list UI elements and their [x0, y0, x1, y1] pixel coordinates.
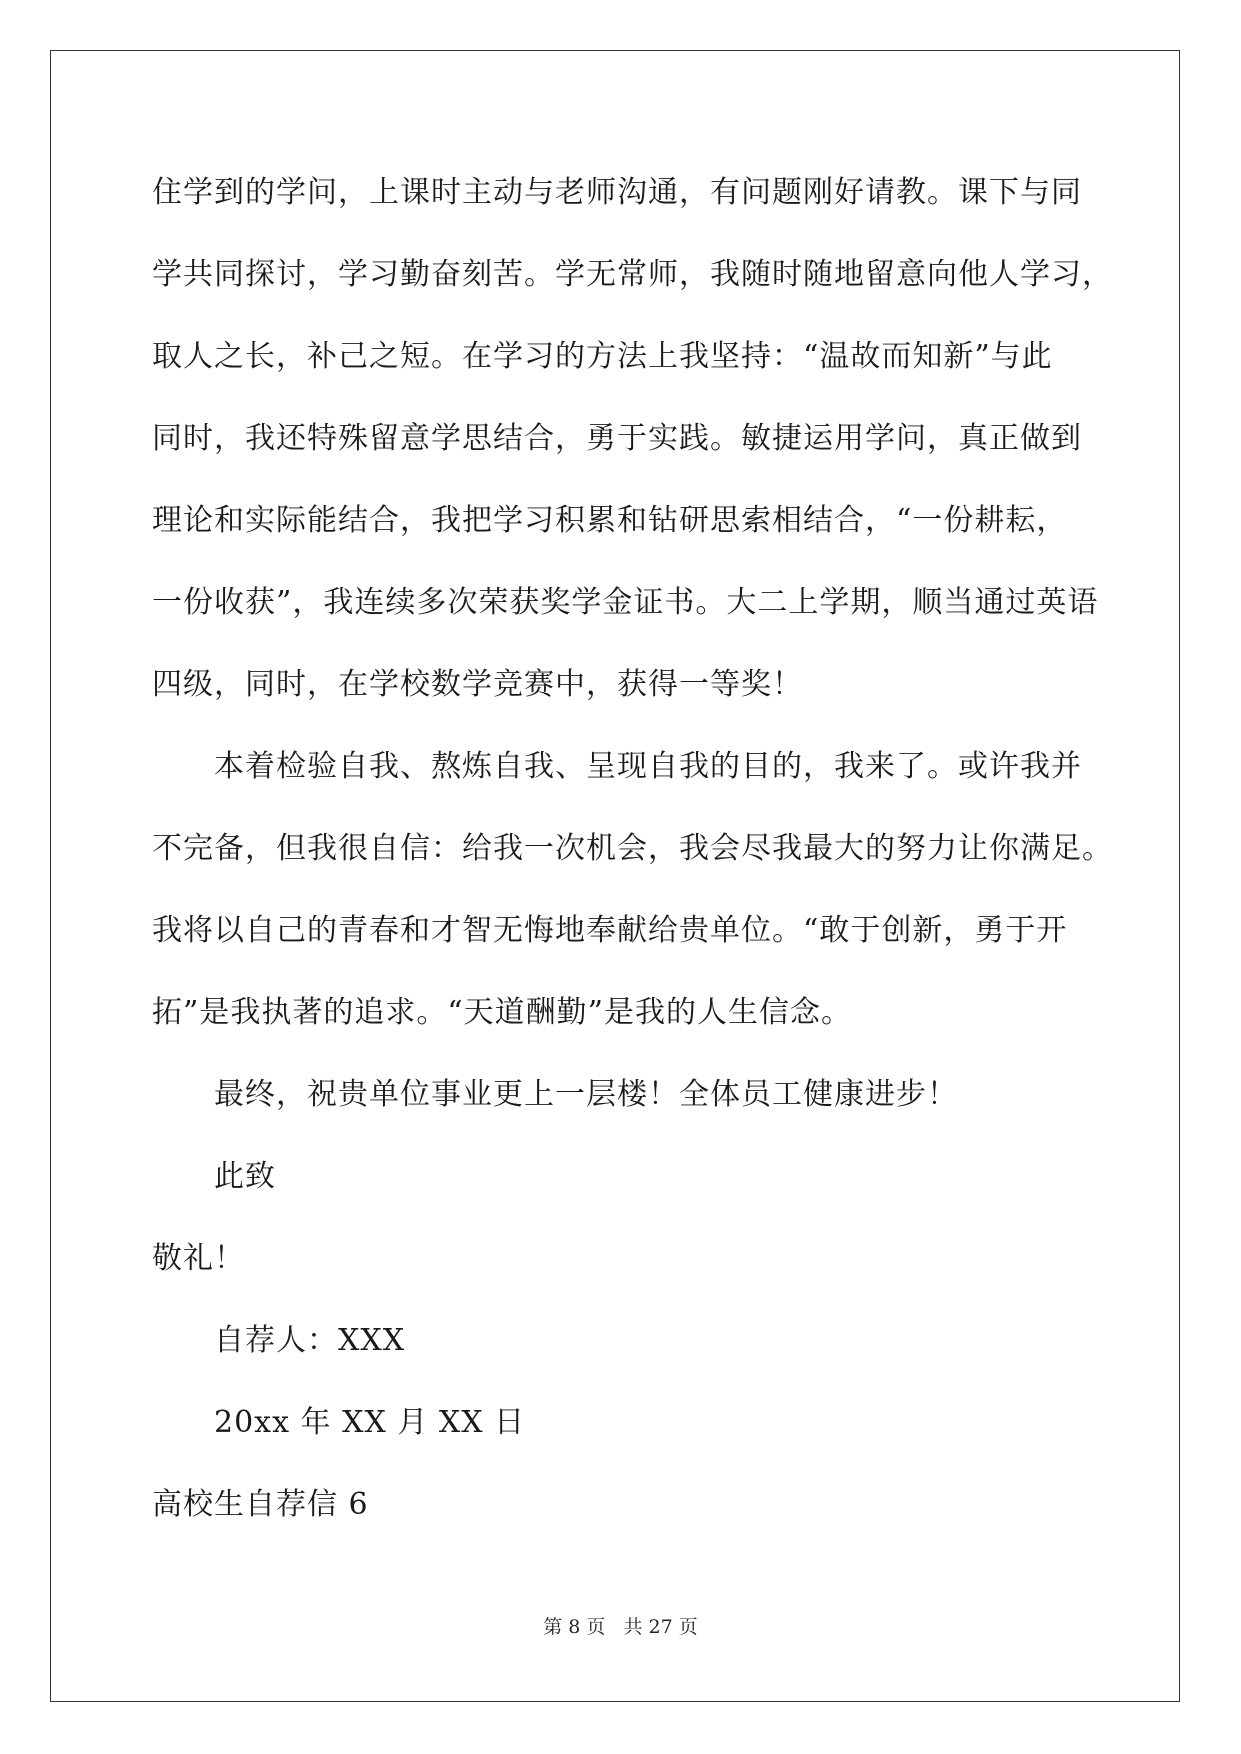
document-body — [152, 152, 1113, 1546]
paragraph-line: 拓”是我执著的追求。“天道酬勤”是我的人生信念。 — [152, 995, 853, 1030]
paragraph-line: 学共同探讨，学习勤奋刻苦。学无常师，我随时随地留意向他人学习， — [152, 257, 1113, 292]
salutation-ci-zhi: 此致 — [214, 1159, 276, 1194]
salutation-jing-li: 敬礼！ — [152, 1241, 245, 1276]
paragraph-line: 取人之长，补己之短。在学习的方法上我坚持：“温故而知新”与此 — [152, 339, 1053, 374]
signer-name: 自荐人：XXX — [214, 1323, 406, 1358]
closing-wish: 最终，祝贵单位事业更上一层楼！全体员工健康进步！ — [214, 1077, 958, 1112]
page-footer — [0, 1612, 1241, 1639]
paragraph-line: 理论和实际能结合，我把学习积累和钻研思索相结合，“一份耕耘， — [152, 503, 1068, 538]
paragraph-line: 住学到的学问，上课时主动与老师沟通，有问题刚好请教。课下与同 — [152, 175, 1082, 210]
paragraph-line: 一份收获”，我连续多次荣获奖学金证书。大二上学期，顺当通过英语 — [152, 585, 1099, 620]
next-section-title: 高校生自荐信 6 — [152, 1487, 369, 1522]
letter-date: 20xx 年 XX 月 XX 日 — [214, 1405, 526, 1440]
paragraph-line: 四级，同时，在学校数学竞赛中，获得一等奖！ — [152, 667, 803, 702]
paragraph-line: 同时，我还特殊留意学思结合，勇于实践。敏捷运用学问，真正做到 — [152, 421, 1082, 456]
paragraph-line: 不完备，但我很自信：给我一次机会，我会尽我最大的努力让你满足。 — [152, 831, 1113, 866]
page-number-current: 第 8 页 — [543, 1616, 606, 1638]
page-number-total: 共 27 页 — [623, 1616, 698, 1638]
paragraph-line: 本着检验自我、熬炼自我、呈现自我的目的，我来了。或许我并 — [214, 749, 1082, 784]
paragraph-line: 我将以自己的青春和才智无悔地奉献给贵单位。“敢于创新，勇于开 — [152, 913, 1068, 948]
